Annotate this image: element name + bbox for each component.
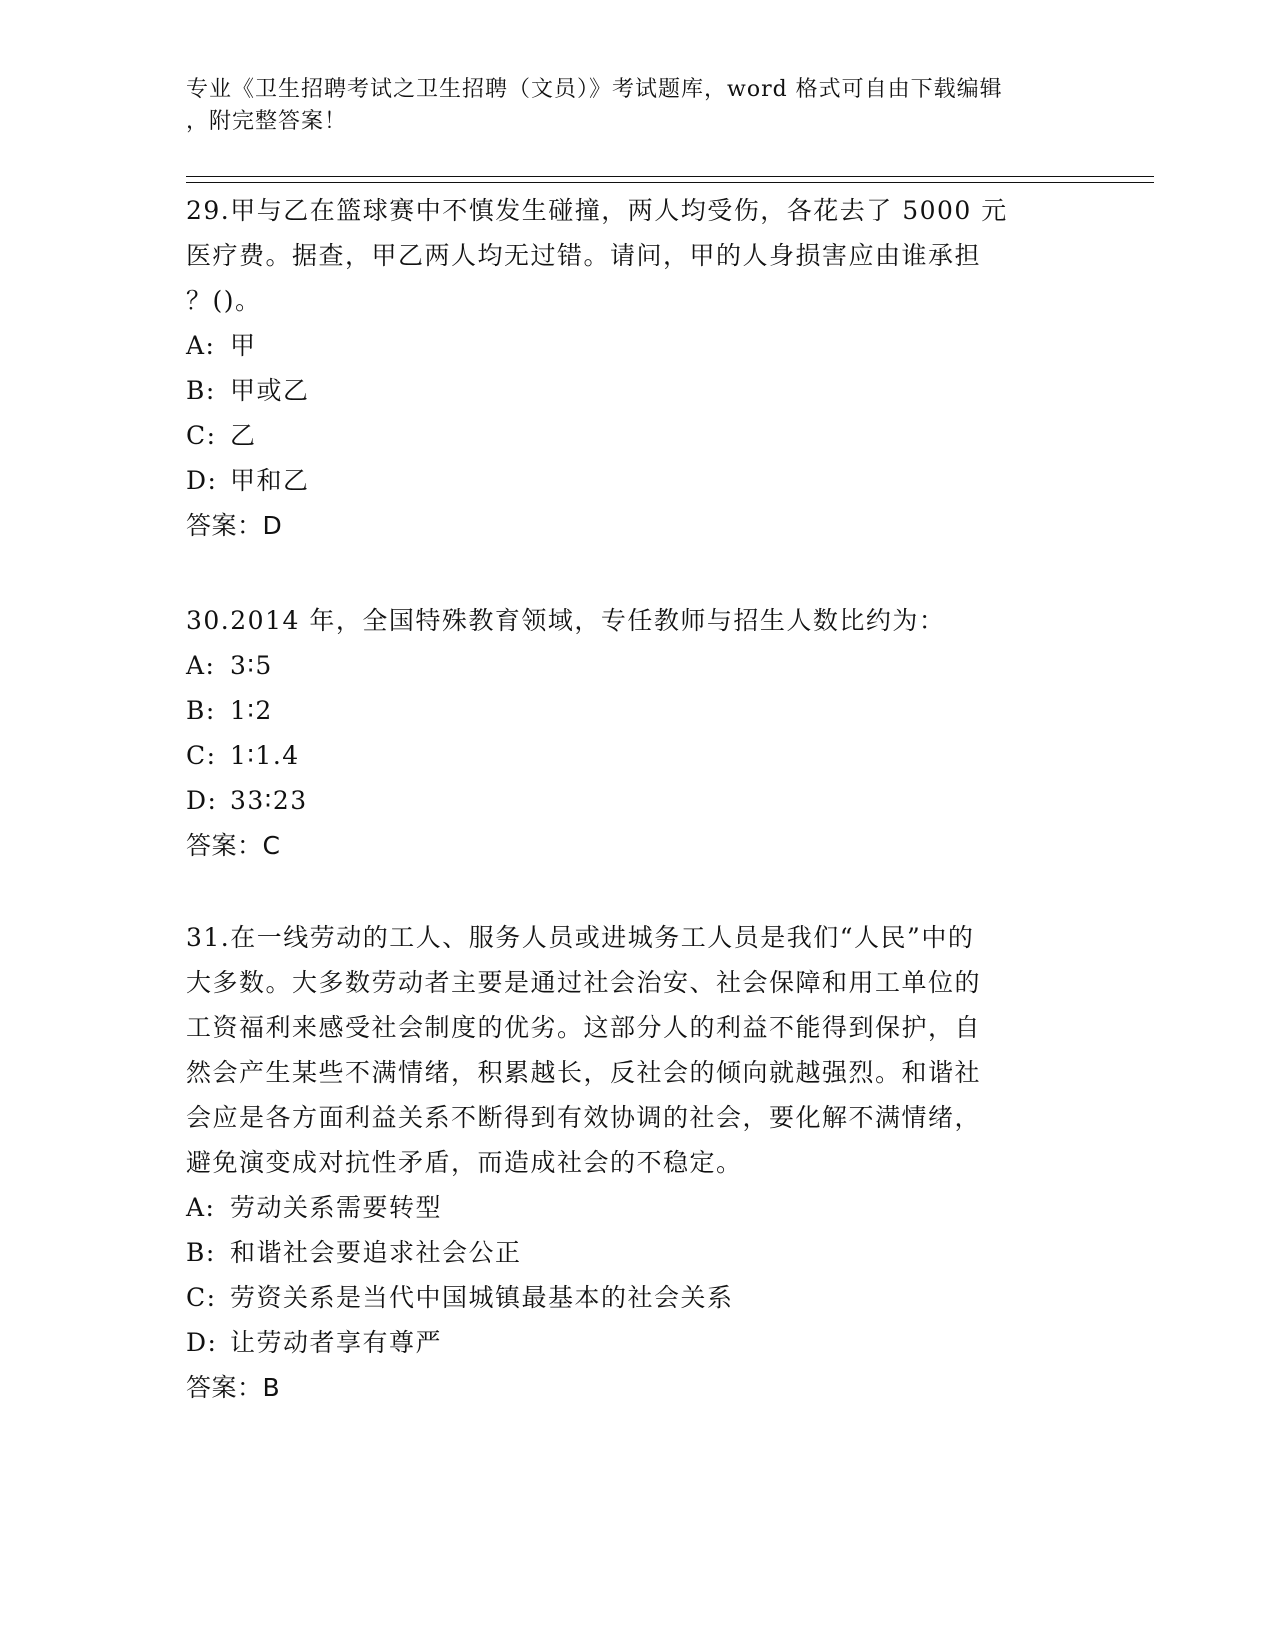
option-c	[186, 733, 1086, 778]
option-d	[186, 1320, 1086, 1365]
option-letter: C:	[186, 421, 217, 450]
question-30	[186, 598, 1086, 868]
answer-line: 答案：C	[186, 831, 281, 860]
option-text: 1∶2	[230, 696, 273, 725]
option-letter: C:	[186, 741, 217, 770]
option-letter: A:	[186, 331, 216, 360]
option-d	[186, 458, 1086, 503]
option-letter: B:	[186, 696, 216, 725]
option-letter: C:	[186, 1283, 217, 1312]
stem-line: 然会产生某些不满情绪，积累越长，反社会的倾向就越强烈。和谐社	[186, 1058, 982, 1087]
stem-line: 29.甲与乙在篮球赛中不慎发生碰撞，两人均受伤，各花去了 5000 元	[186, 196, 1008, 225]
option-letter: B:	[186, 1238, 216, 1267]
stem-line: 避免演变成对抗性矛盾，而造成社会的不稳定。	[186, 1148, 743, 1177]
option-text: 让劳动者享有尊严	[230, 1328, 443, 1357]
answer-line: 答案：B	[186, 1373, 281, 1402]
option-letter: A:	[186, 1193, 216, 1222]
header-line-2: ，附完整答案！	[186, 109, 348, 134]
question-stem	[186, 598, 1086, 643]
option-b	[186, 688, 1086, 733]
question-stem	[186, 188, 1086, 323]
answer-line: 答案：D	[186, 511, 283, 540]
question-31	[186, 915, 1086, 1410]
stem-line: 30.2014 年，全国特殊教育领域，专任教师与招生人数比约为：	[186, 606, 946, 635]
option-text: 劳资关系是当代中国城镇最基本的社会关系	[230, 1283, 734, 1312]
option-text: 1∶1.4	[230, 741, 300, 770]
option-text: 和谐社会要追求社会公正	[230, 1238, 522, 1267]
option-text: 甲或乙	[230, 376, 310, 405]
option-a	[186, 643, 1086, 688]
option-letter: B:	[186, 376, 216, 405]
option-d	[186, 778, 1086, 823]
option-text: 甲和乙	[230, 466, 310, 495]
header-divider-top	[186, 176, 1154, 177]
option-a	[186, 1185, 1086, 1230]
option-text: 3∶5	[230, 651, 273, 680]
header-divider-bottom	[186, 182, 1154, 183]
stem-line: 会应是各方面利益关系不断得到有效协调的社会，要化解不满情绪，	[186, 1103, 982, 1132]
stem-line: 大多数。大多数劳动者主要是通过社会治安、社会保障和用工单位的	[186, 968, 982, 997]
stem-line: ？()。	[186, 286, 262, 315]
option-letter: A:	[186, 651, 216, 680]
question-29	[186, 188, 1086, 548]
option-text: 甲	[230, 331, 257, 360]
option-b	[186, 368, 1086, 413]
document-header	[186, 74, 1066, 138]
option-letter: D:	[186, 466, 218, 495]
option-text: 乙	[230, 421, 257, 450]
option-c	[186, 413, 1086, 458]
option-text: 33∶23	[230, 786, 308, 815]
question-stem	[186, 915, 1086, 1185]
option-letter: D:	[186, 1328, 218, 1357]
stem-line: 医疗费。据查，甲乙两人均无过错。请问，甲的人身损害应由谁承担	[186, 241, 982, 270]
option-letter: D:	[186, 786, 218, 815]
header-line-1: 专业《卫生招聘考试之卫生招聘（文员）》考试题库，word 格式可自由下载编辑	[186, 77, 1003, 102]
option-c	[186, 1275, 1086, 1320]
stem-line: 31.在一线劳动的工人、服务人员或进城务工人员是我们“人民”中的	[186, 923, 975, 952]
option-b	[186, 1230, 1086, 1275]
stem-line: 工资福利来感受社会制度的优劣。这部分人的利益不能得到保护，自	[186, 1013, 982, 1042]
option-text: 劳动关系需要转型	[230, 1193, 443, 1222]
option-a	[186, 323, 1086, 368]
